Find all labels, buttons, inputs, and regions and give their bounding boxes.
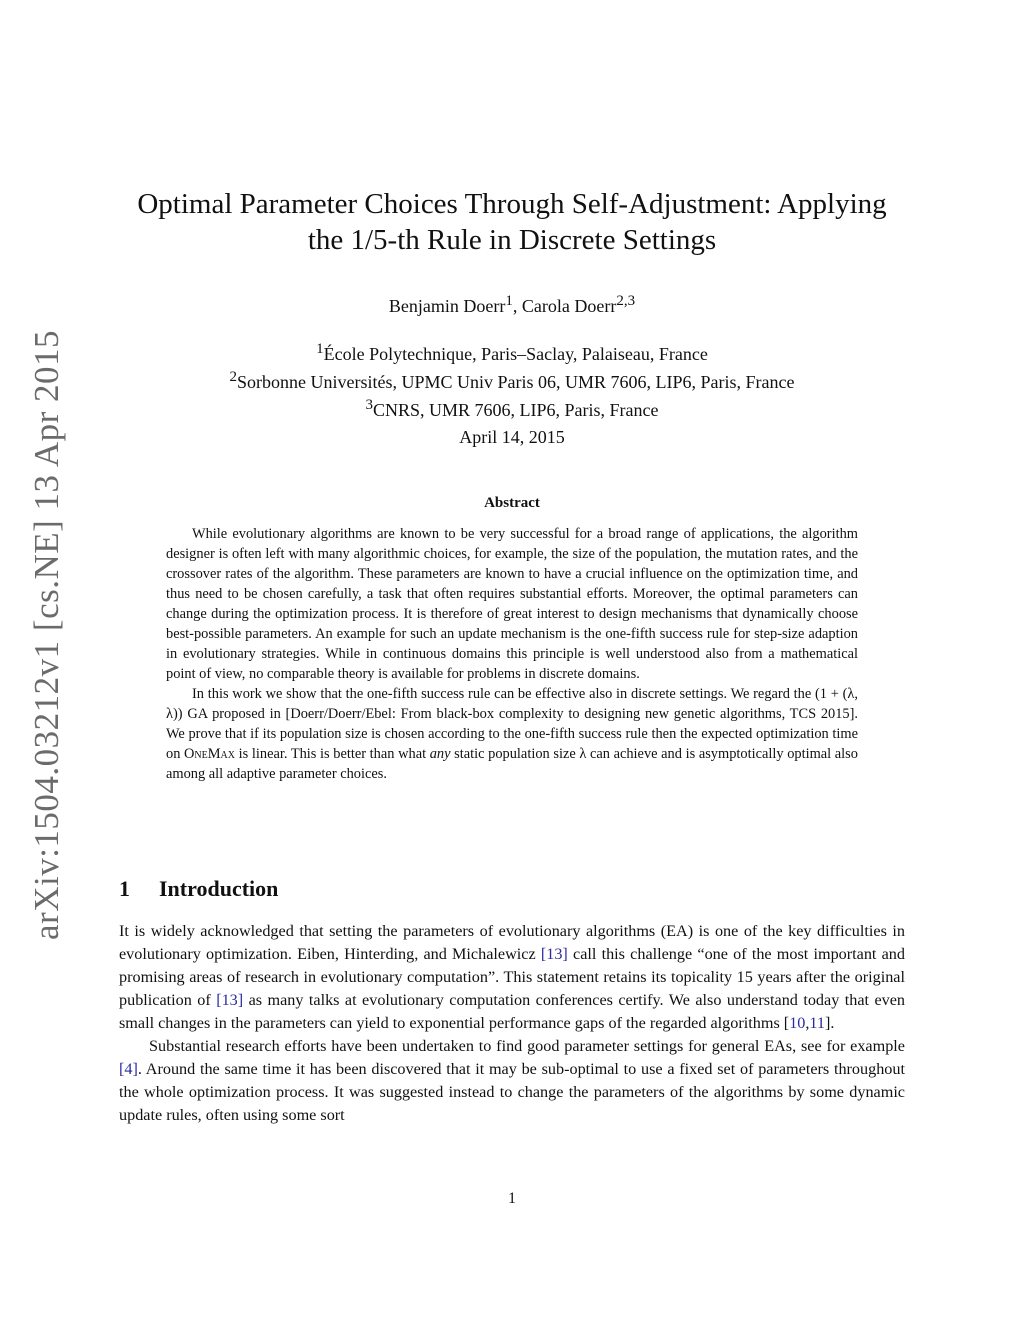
title-line-1: Optimal Parameter Choices Through Self-Adjustment: Applying [137,188,887,220]
onemax-term: OneMax [184,746,235,762]
citation-link[interactable]: [13] [540,945,568,963]
abstract-paragraph: While evolutionary algorithms are known to be very successful for a broad range of applications, the algorithm designer is often left with many algorithmic choices, for example, the size of the population, the mutation rates, and the crossover rates of the algorithm. These parameters are known to have a crucial influence on the optimization time, and thus need to be chosen carefully, a task that often requires substantial efforts. Moreover, the optimal parameters can change during the optimization process. It is therefore of great interest to design mechanisms that dynamically choose best-possible parameters. An example for such an update mechanism is the one-fifth success rule for step-size adaption in evolutionary strategies. While in continuous domains this principle is well understood also from a mathematical point of view, no comparable theory is available for problems in discrete domains. [166,526,858,682]
intro-paragraph: It is widely acknowledged that setting the parameters of evolutionary algorithms (EA) is one of the key difficulties in evolutionary optimization. Eiben, Hinterding, and Michalewicz [13] call this challenge “one of the most important and promising areas of research in evolutionary computation”. This statement retains its topicality 15 years after the original publication of [13] as many talks at evolutionary computation conferences certify. We also understand today that even small changes in the parameters can yield to exponential performance gaps of the regarded algorithms [10,11]. [119,922,905,1032]
paper-title [110,186,914,258]
author-affiliation-mark: 1 [505,293,513,309]
citation-link[interactable]: 10 [789,1014,806,1032]
author-name: Carola Doerr [521,296,617,316]
abstract-heading: Abstract [484,495,540,511]
author-name: Benjamin Doerr [388,296,506,316]
intro-paragraph: Substantial research efforts have been undertaken to find good parameter settings for general EAs, see for example [4]. Around the same time it has been discovered that it may be sub-optimal to use a fixed set of parameters throughout the whole optimization process. It was suggested instead to change the parameters of the algorithms by some dynamic update rules, often using some sort [119,1037,905,1124]
section-heading [119,875,819,903]
citation-link[interactable]: 11 [809,1014,826,1032]
emphasis-any: any [429,746,451,762]
affiliation-number: 2 [229,369,237,385]
section-number: 1 [119,876,130,901]
section-title: Introduction [159,876,279,901]
affiliation-list [110,338,914,422]
affiliation-line [110,394,914,422]
introduction-body [119,920,905,1127]
affiliation-number: 1 [316,341,324,357]
abstract-body [166,524,858,784]
affiliation-number: 3 [365,397,373,413]
author-list [110,289,914,318]
citation-link[interactable]: [4] [119,1060,138,1078]
author-separator: , [512,296,522,316]
affiliation-line [110,366,914,394]
arxiv-identifier-stamp: arXiv:1504.03212v1 [cs.NE] 13 Apr 2015 [27,329,66,940]
title-line-2: the 1/5-th Rule in Discrete Settings [307,224,717,256]
affiliation-line [110,338,914,366]
affiliation-text: Sorbonne Universités, UPMC Univ Paris 06, UMR 7606, LIP6, Paris, France [237,372,795,392]
affiliation-text: École Polytechnique, Paris–Saclay, Palaiseau, France [323,344,708,364]
publication-date: April 14, 2015 [459,427,565,447]
affiliation-text: CNRS, UMR 7606, LIP6, Paris, France [372,400,659,420]
author-affiliation-mark: 2,3 [616,293,636,309]
page-number: 1 [508,1190,516,1207]
abstract-paragraph: In this work we show that the one-fifth success rule can be effective also in discrete settings. We regard the (1 + (λ, λ)) GA proposed in [Doerr/Doerr/Ebel: From black-box complexity to designing new genetic algorithms, TCS 2015]. We prove that if its population size is chosen according to the one-fifth success rule then the expected optimization time on OneMax is linear. This is better than what any static population size λ can achieve and is asymptotically optimal also among all adaptive parameter choices. [166,686,858,782]
citation-link[interactable]: [13] [216,991,244,1009]
